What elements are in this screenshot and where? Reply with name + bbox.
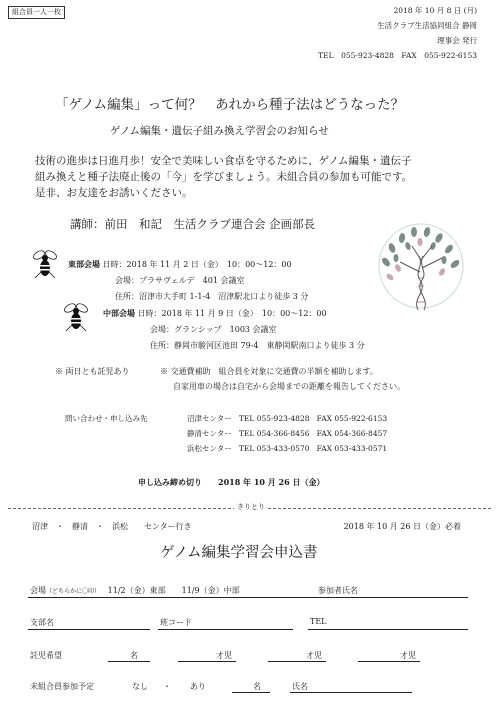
form-due-date: 2018 年 10 月 26 日（金）必着 <box>343 522 461 531</box>
page-title: 「ゲノム編集」って何？ あれから種子法はどうなった？ <box>55 97 405 113</box>
center-name: 浜松センター <box>187 444 232 453</box>
branch-field[interactable] <box>28 629 150 630</box>
session-venue: 会場：プラサヴェルデ 401 会議室 <box>115 276 245 285</box>
center-tel: TEL 055-923-4828 <box>238 414 310 423</box>
name-unit: 名 <box>130 651 138 660</box>
form-routing: 沼津 ・ 静清 ・ 浜松 センター行き <box>32 522 192 531</box>
center-name: 沼津センター <box>187 414 232 423</box>
lecturer: 講師：前田 和記 生活クラブ連合会 企画部長 <box>70 217 316 231</box>
childcare-label: 託児希望 <box>30 651 62 660</box>
transport-note-detail: 自家用車の場合は自宅から会場までの距離を報告してください。 <box>173 382 405 391</box>
bee-icon <box>32 248 58 280</box>
session-address: 住所：沼津市大手町 1-1-4 沼津駅北口より徒歩 3 分 <box>115 292 309 301</box>
venue-label: 会場 <box>30 586 46 595</box>
application-deadline: 申し込み締め切り 2018 年 10 月 26 日（金） <box>138 477 325 487</box>
row-underline <box>28 597 468 598</box>
attendee-name-label: 参加者氏名 <box>318 586 358 595</box>
option-separator: ・ <box>163 682 171 691</box>
venue-field[interactable] <box>30 585 240 596</box>
form-title: ゲノム編集学習会申込書 <box>160 545 318 561</box>
fullname-field[interactable] <box>290 692 412 693</box>
cut-label: きりとり <box>234 502 268 512</box>
center-tel: TEL 053-433-0570 <box>238 444 310 453</box>
center-fax: FAX 054-366-8457 <box>316 429 388 438</box>
nonmember-label: 未組合員参加予定 <box>30 682 94 691</box>
session-venue: 会場：グランシップ 1003 会議室 <box>150 325 277 334</box>
page-subtitle: ゲノム編集・遺伝子組み換え学習会のお知らせ <box>110 125 329 137</box>
contact-row <box>187 426 387 441</box>
contact-row <box>187 441 387 456</box>
issue-date: 2018 年 10 月 8 日 (月) <box>393 6 477 15</box>
session-name: 東部会場 <box>68 260 100 269</box>
child-age-unit: 才児 <box>306 651 322 660</box>
nonmember-yes-option[interactable]: あり <box>190 682 206 691</box>
session-datetime: 日時：2018 年 11 月 9 日（金） 10：00～12：00 <box>137 309 327 318</box>
center-fax: FAX 055-922-6153 <box>316 414 388 423</box>
transport-note: ※ 交通費補助 組合員を対象に交通費の半額を補助します。 <box>160 367 378 376</box>
dna-tree-illustration <box>372 222 470 314</box>
contact-centers <box>187 411 387 456</box>
intro-line: 技術の進歩は日進月歩！安全で美味しい食卓を守るために、ゲノム編集・遺伝子 <box>35 155 412 167</box>
group-code-label: 班コード <box>160 618 192 627</box>
branch-label: 支部名 <box>30 618 54 627</box>
nonmember-count-field[interactable] <box>232 692 270 693</box>
bee-icon <box>63 301 89 333</box>
child-age-field[interactable] <box>268 661 326 662</box>
session-central <box>103 306 365 354</box>
group-code-field[interactable] <box>158 629 293 630</box>
childcare-count-field[interactable] <box>108 661 150 662</box>
tel-field[interactable] <box>308 629 468 630</box>
nonmember-none-option[interactable]: なし <box>132 682 148 691</box>
venue-options[interactable]: 11/2（金）東部 11/9（金）中部 <box>107 586 240 595</box>
session-east <box>68 257 308 305</box>
child-age-field[interactable] <box>358 661 420 662</box>
session-address: 住所：静岡市駿河区池田 79-4 東静岡駅南口より徒歩 3 分 <box>150 341 365 350</box>
child-age-unit: 才児 <box>216 651 232 660</box>
contact-label: 問い合わせ・申し込み先 <box>65 414 148 423</box>
session-datetime: 日時：2018 年 11 月 2 日（金） 10：00～12：00 <box>102 260 292 269</box>
intro-paragraph <box>35 153 412 201</box>
tel-label: TEL <box>310 617 327 626</box>
header-contact: TEL 055-923-4828 FAX 055-922-6153 <box>318 51 477 60</box>
intro-line: 是非、お友達をお誘いください。 <box>35 187 193 199</box>
per-member-badge: 組合員一人一枚 <box>8 6 65 19</box>
intro-line: 組み換えと種子法廃止後の「今」を学びましょう。未組合員の参加も可能です。 <box>35 171 413 183</box>
issuer: 理事会 発行 <box>437 36 477 45</box>
center-name: 静清センター <box>187 429 232 438</box>
venue-hint: （どちらかに〇印） <box>46 588 101 595</box>
publisher: 生活クラブ生活協同組合 静岡 <box>377 21 477 30</box>
childcare-note: ※ 両日とも託児あり <box>55 367 130 376</box>
child-age-field[interactable] <box>178 661 236 662</box>
name-unit: 名 <box>253 682 261 691</box>
session-name: 中部会場 <box>103 309 135 318</box>
center-fax: FAX 053-433-0571 <box>316 444 388 453</box>
fullname-label: 氏名 <box>292 682 308 691</box>
child-age-unit: 才児 <box>400 651 416 660</box>
center-tel: TEL 054-366-8456 <box>238 429 310 438</box>
contact-row <box>187 411 387 426</box>
